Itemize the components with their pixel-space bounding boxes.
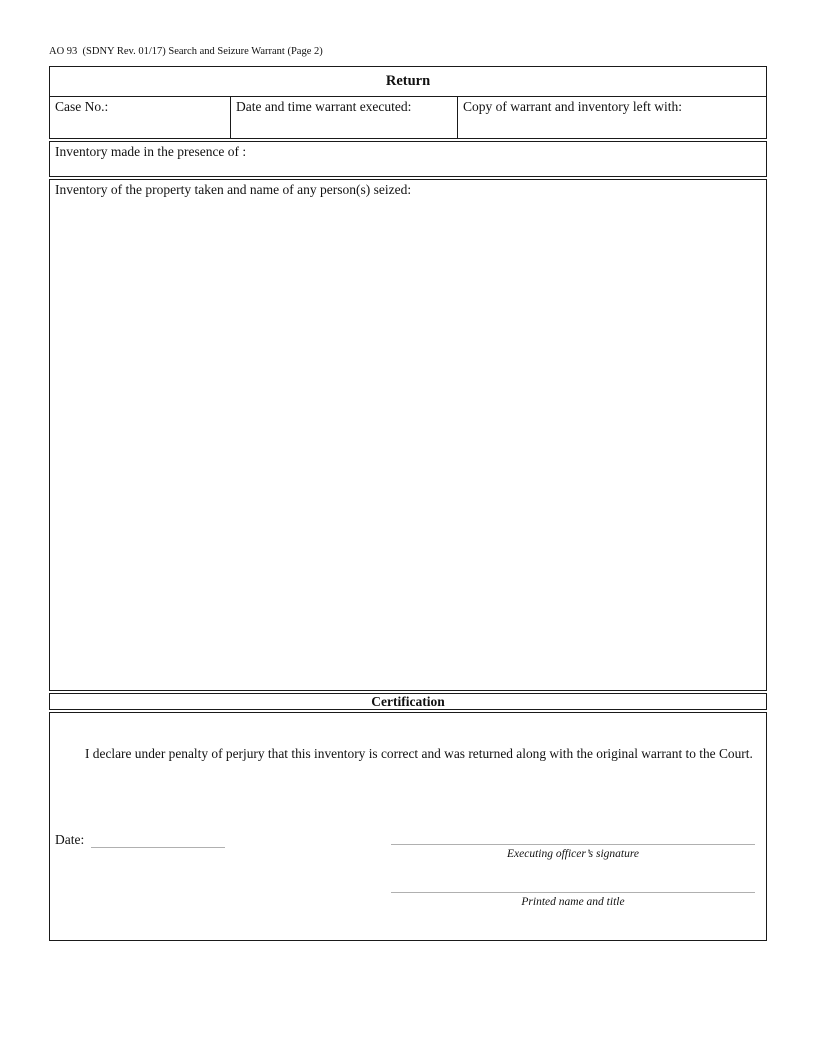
case-no-label: Case No.:	[55, 99, 109, 114]
date-label: Date:	[55, 832, 85, 847]
date-executed-cell	[231, 97, 458, 138]
presence-label: Inventory made in the presence of :	[55, 144, 247, 159]
inventory-box	[49, 179, 767, 691]
presence-row	[49, 141, 767, 177]
date-input[interactable]	[91, 831, 225, 848]
case-no-cell	[50, 97, 231, 138]
presence-input[interactable]	[246, 144, 761, 174]
printed-name-line[interactable]	[391, 892, 755, 893]
printed-name-caption: Printed name and title	[521, 896, 625, 908]
inventory-input[interactable]	[55, 198, 761, 688]
warrant-return-form	[49, 66, 767, 941]
copy-left-with-label: Copy of warrant and inventory left with:	[463, 99, 682, 114]
copy-left-with-cell	[458, 97, 766, 138]
inventory-label: Inventory of the property taken and name of any person(s) seized:	[55, 182, 412, 197]
copy-left-with-input[interactable]	[463, 115, 761, 136]
executing-officer-signature-line[interactable]	[391, 844, 755, 845]
executing-officer-signature-caption: Executing officer’s signature	[506, 848, 639, 860]
case-no-input[interactable]	[55, 115, 225, 136]
certification-section-header	[49, 693, 767, 710]
date-row	[55, 831, 225, 848]
certification-title: Certification	[371, 694, 445, 709]
date-executed-label: Date and time warrant executed:	[236, 99, 412, 114]
return-title: Return	[385, 73, 431, 89]
form-id-line: AO 93 (SDNY Rev. 01/17) Search and Seizure Warrant (Page 2)	[49, 46, 323, 57]
return-section-header	[49, 66, 767, 97]
date-executed-input[interactable]	[236, 115, 452, 136]
perjury-declaration-text: I declare under penalty of perjury that this inventory is correct and was returned along with the original warrant to the Court.	[85, 746, 753, 761]
return-fields-row	[49, 96, 767, 139]
certification-body	[49, 712, 767, 941]
